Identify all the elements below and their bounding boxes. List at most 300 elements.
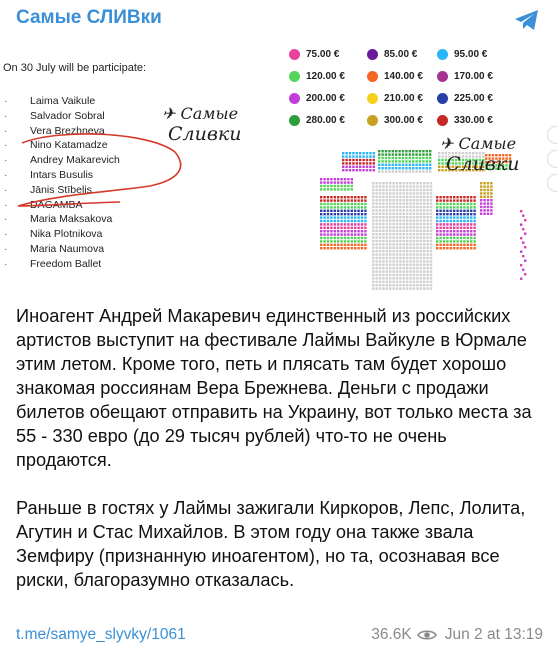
seat: [399, 192, 401, 194]
seat: [446, 220, 448, 222]
seat: [354, 244, 356, 246]
seat: [403, 247, 405, 249]
seat: [403, 236, 405, 238]
seat: [460, 210, 462, 212]
seat: [386, 240, 388, 242]
seat: [430, 274, 432, 276]
seat: [389, 209, 391, 211]
seat: [423, 189, 425, 191]
seat: [359, 169, 361, 171]
seat: [334, 213, 336, 215]
seat: [352, 152, 354, 154]
seat: [439, 216, 441, 218]
seat: [426, 233, 428, 235]
seat: [359, 152, 361, 154]
seat: [351, 216, 353, 218]
seat: [344, 230, 346, 232]
seat: [340, 196, 342, 198]
seat: [357, 233, 359, 235]
seat: [347, 244, 349, 246]
seat: [420, 253, 422, 255]
seat: [361, 213, 363, 215]
seat: [524, 233, 526, 235]
seat: [487, 202, 489, 204]
seat: [436, 206, 438, 208]
seat: [388, 164, 390, 166]
seat: [423, 281, 425, 283]
seat: [392, 270, 394, 272]
seat: [409, 199, 411, 201]
telegram-icon[interactable]: [513, 6, 541, 34]
seat: [409, 247, 411, 249]
seat: [386, 257, 388, 259]
seat: [359, 155, 361, 157]
seat: [416, 253, 418, 255]
seat: [378, 153, 380, 155]
seat: [372, 247, 374, 249]
seat: [330, 188, 332, 190]
seat: [490, 196, 492, 198]
seat: [340, 213, 342, 215]
seat: [430, 270, 432, 272]
seat: [359, 159, 361, 161]
seat: [345, 155, 347, 157]
seat: [460, 196, 462, 198]
seat: [467, 223, 469, 225]
seat: [420, 240, 422, 242]
seat: [483, 182, 485, 184]
seat: [334, 188, 336, 190]
seat: [340, 247, 342, 249]
seat: [392, 153, 394, 155]
seat: [392, 243, 394, 245]
seat: [352, 162, 354, 164]
channel-title[interactable]: Самые СЛИВки: [16, 7, 162, 28]
seat: [372, 226, 374, 228]
seat: [413, 216, 415, 218]
seat: [415, 167, 417, 169]
seat: [473, 230, 475, 232]
seat: [327, 181, 329, 183]
seat: [357, 223, 359, 225]
seat: [357, 220, 359, 222]
seat: [361, 210, 363, 212]
seat: [320, 220, 322, 222]
seat: [456, 210, 458, 212]
seat: [396, 219, 398, 221]
seat: [420, 264, 422, 266]
seat: [436, 244, 438, 246]
seat: [379, 216, 381, 218]
seat: [396, 287, 398, 289]
price-swatch: [367, 93, 378, 104]
seat: [436, 210, 438, 212]
seat: [396, 189, 398, 191]
seat: [480, 182, 482, 184]
seat: [362, 152, 364, 154]
seat: [426, 192, 428, 194]
seat: [453, 237, 455, 239]
seat: [423, 260, 425, 262]
seat: [420, 206, 422, 208]
seat: [423, 199, 425, 201]
seat: [412, 157, 414, 159]
seat: [436, 220, 438, 222]
seat: [372, 202, 374, 204]
seat: [372, 284, 374, 286]
seat: [340, 216, 342, 218]
seat: [340, 233, 342, 235]
seat: [354, 206, 356, 208]
seat: [473, 216, 475, 218]
seat: [337, 233, 339, 235]
price-legend-item: 280.00 €: [289, 115, 345, 126]
seat: [392, 284, 394, 286]
seat: [473, 244, 475, 246]
seat: [379, 230, 381, 232]
seat: [453, 196, 455, 198]
seat: [443, 230, 445, 232]
seat: [423, 247, 425, 249]
seat: [372, 236, 374, 238]
seat: [334, 185, 336, 187]
seat: [439, 220, 441, 222]
seat: [386, 243, 388, 245]
seat: [386, 209, 388, 211]
seat: [487, 182, 489, 184]
seat: [406, 219, 408, 221]
seat: [420, 243, 422, 245]
seat: [385, 164, 387, 166]
seat: [426, 160, 428, 162]
seat: [340, 199, 342, 201]
price-swatch: [367, 71, 378, 82]
seat: [382, 264, 384, 266]
seat: [392, 250, 394, 252]
seat: [467, 247, 469, 249]
seat: [426, 167, 428, 169]
seat: [413, 240, 415, 242]
seat: [443, 247, 445, 249]
seat: [389, 192, 391, 194]
seat: [416, 247, 418, 249]
seat: [351, 223, 353, 225]
media-side-buttons: [541, 126, 557, 196]
seat: [379, 281, 381, 283]
seat: [423, 206, 425, 208]
seat: [470, 213, 472, 215]
seat: [406, 196, 408, 198]
seat: [460, 203, 462, 205]
seat: [327, 220, 329, 222]
seat: [403, 281, 405, 283]
seat: [456, 199, 458, 201]
seat: [443, 206, 445, 208]
seat: [372, 209, 374, 211]
seat: [354, 216, 356, 218]
seat: [327, 185, 329, 187]
seat: [351, 244, 353, 246]
seat: [334, 206, 336, 208]
seat: [372, 213, 374, 215]
seat: [334, 196, 336, 198]
post-link[interactable]: t.me/samye_slyvky/1061: [16, 626, 186, 643]
seat: [413, 267, 415, 269]
seat: [369, 152, 371, 154]
seat: [334, 244, 336, 246]
seat: [413, 189, 415, 191]
seat: [396, 247, 398, 249]
seat: [361, 223, 363, 225]
seat: [320, 223, 322, 225]
seat: [473, 237, 475, 239]
seat: [354, 237, 356, 239]
seat: [375, 202, 377, 204]
seat: [351, 210, 353, 212]
seat: [409, 150, 411, 152]
seat: [334, 181, 336, 183]
seat: [436, 227, 438, 229]
seat: [406, 260, 408, 262]
seat: [430, 213, 432, 215]
seat: [382, 219, 384, 221]
seat: [375, 260, 377, 262]
seat: [354, 227, 356, 229]
seat: [389, 287, 391, 289]
seat: [399, 230, 401, 232]
seat: [382, 223, 384, 225]
seat: [416, 281, 418, 283]
more-icon[interactable]: [547, 174, 557, 192]
seat: [323, 199, 325, 201]
seat: [399, 216, 401, 218]
seat: [443, 213, 445, 215]
seat: [456, 230, 458, 232]
seat: [351, 188, 353, 190]
seat: [413, 226, 415, 228]
seat: [423, 185, 425, 187]
seat: [399, 267, 401, 269]
seat: [382, 206, 384, 208]
seat: [420, 284, 422, 286]
seat: [340, 220, 342, 222]
seat: [426, 170, 428, 172]
seat: [347, 188, 349, 190]
post-paragraph: Иноагент Андрей Макаревич единственный из российских артистов выступит на фестивале Лаймы Вайкуле в Юрмале этим летом. Кроме того, петь и плясать там будет хорошо знакомая россиянам Вера Брежнева. Деньги с продажи билетов обещают отправить на Украину, вот только места за 55 - 330 евро (до 29 тысяч рублей) что-то не очень продаются.: [16, 306, 532, 470]
seat: [463, 210, 465, 212]
seat: [372, 230, 374, 232]
seat: [430, 233, 432, 235]
seat: [351, 185, 353, 187]
artist-name: Andrey Makarevich: [30, 154, 120, 167]
seat: [409, 226, 411, 228]
seat: [405, 167, 407, 169]
seat: [409, 223, 411, 225]
seat: [420, 219, 422, 221]
artist-name: Jānis Stībelis: [30, 183, 92, 196]
seat: [520, 210, 522, 212]
seat: [453, 247, 455, 249]
seat: [392, 226, 394, 228]
price-legend-item: 225.00 €: [437, 93, 493, 104]
seat: [389, 189, 391, 191]
seat: [375, 196, 377, 198]
price-legend-item: 300.00 €: [367, 115, 423, 126]
seat: [456, 223, 458, 225]
seat: [375, 284, 377, 286]
seat: [389, 240, 391, 242]
seat: [398, 150, 400, 152]
chevron-right-icon[interactable]: [547, 150, 557, 168]
seat: [413, 213, 415, 215]
seat: [439, 203, 441, 205]
seat: [327, 188, 329, 190]
seat: [386, 185, 388, 187]
seat: [470, 247, 472, 249]
post-timestamp: Jun 2 at 13:19: [444, 626, 543, 643]
seat: [463, 220, 465, 222]
seat: [337, 240, 339, 242]
seat: [470, 230, 472, 232]
seat: [490, 209, 492, 211]
seat: [330, 223, 332, 225]
seat: [375, 223, 377, 225]
seat: [347, 178, 349, 180]
seat: [409, 219, 411, 221]
seat: [406, 209, 408, 211]
seat: [460, 227, 462, 229]
seat: [375, 219, 377, 221]
seat: [443, 220, 445, 222]
post-image[interactable]: [0, 40, 557, 292]
seat: [490, 213, 492, 215]
seat: [362, 166, 364, 168]
seat: [420, 199, 422, 201]
seat: [402, 160, 404, 162]
seat: [456, 247, 458, 249]
seat: [340, 237, 342, 239]
seat: [403, 199, 405, 201]
seat: [378, 160, 380, 162]
seat: [381, 153, 383, 155]
seat: [379, 260, 381, 262]
seat: [382, 274, 384, 276]
seat: [388, 153, 390, 155]
seat: [450, 240, 452, 242]
seat: [330, 181, 332, 183]
seat: [406, 240, 408, 242]
artist-name: Intars Busulis: [30, 168, 94, 181]
seat: [430, 236, 432, 238]
seat: [463, 196, 465, 198]
seat: [416, 243, 418, 245]
artist-name: Nino Katamadze: [30, 139, 108, 152]
seat: [426, 284, 428, 286]
seat: [467, 199, 469, 201]
seat: [357, 206, 359, 208]
seat: [389, 216, 391, 218]
seat: [392, 240, 394, 242]
seat: [423, 209, 425, 211]
seat: [480, 185, 482, 187]
seat: [473, 199, 475, 201]
seat: [456, 216, 458, 218]
seat: [361, 230, 363, 232]
seat: [344, 237, 346, 239]
seat: [420, 257, 422, 259]
seat: [426, 213, 428, 215]
seat: [409, 277, 411, 279]
seat: [412, 167, 414, 169]
seat: [412, 164, 414, 166]
seat: [430, 202, 432, 204]
seat: [450, 244, 452, 246]
seat: [379, 270, 381, 272]
seat: [357, 199, 359, 201]
seat: [320, 178, 322, 180]
seat: [386, 206, 388, 208]
seat: [413, 264, 415, 266]
seat: [320, 227, 322, 229]
seat: [351, 203, 353, 205]
seat: [327, 203, 329, 205]
seat: [337, 247, 339, 249]
seat: [453, 206, 455, 208]
seat: [420, 281, 422, 283]
seat: [369, 155, 371, 157]
seat: [323, 213, 325, 215]
seat: [419, 164, 421, 166]
seat: [369, 162, 371, 164]
artist-name: Vera Brezhneva: [30, 124, 105, 137]
seat: [327, 244, 329, 246]
seat: [386, 236, 388, 238]
seat: [460, 220, 462, 222]
seat: [399, 287, 401, 289]
seat: [430, 284, 432, 286]
seat: [399, 209, 401, 211]
seat: [420, 213, 422, 215]
seat: [443, 210, 445, 212]
seat: [347, 220, 349, 222]
seat: [406, 185, 408, 187]
price-legend-item: 75.00 €: [289, 49, 339, 60]
seat: [389, 264, 391, 266]
seat: [382, 247, 384, 249]
seat: [375, 267, 377, 269]
seat: [372, 257, 374, 259]
seat: [446, 213, 448, 215]
seat: [379, 213, 381, 215]
seat: [406, 247, 408, 249]
share-icon[interactable]: [547, 126, 557, 144]
seat: [389, 202, 391, 204]
seat: [420, 267, 422, 269]
seat: [473, 206, 475, 208]
seat: [398, 167, 400, 169]
seat: [386, 233, 388, 235]
seat: [373, 152, 375, 154]
seat: [375, 185, 377, 187]
seat: [430, 223, 432, 225]
seat: [470, 233, 472, 235]
seat: [406, 182, 408, 184]
artist-name: Maria Maksakova: [30, 213, 113, 226]
seat: [323, 223, 325, 225]
seat: [426, 153, 428, 155]
seat: [420, 270, 422, 272]
seat: [460, 206, 462, 208]
